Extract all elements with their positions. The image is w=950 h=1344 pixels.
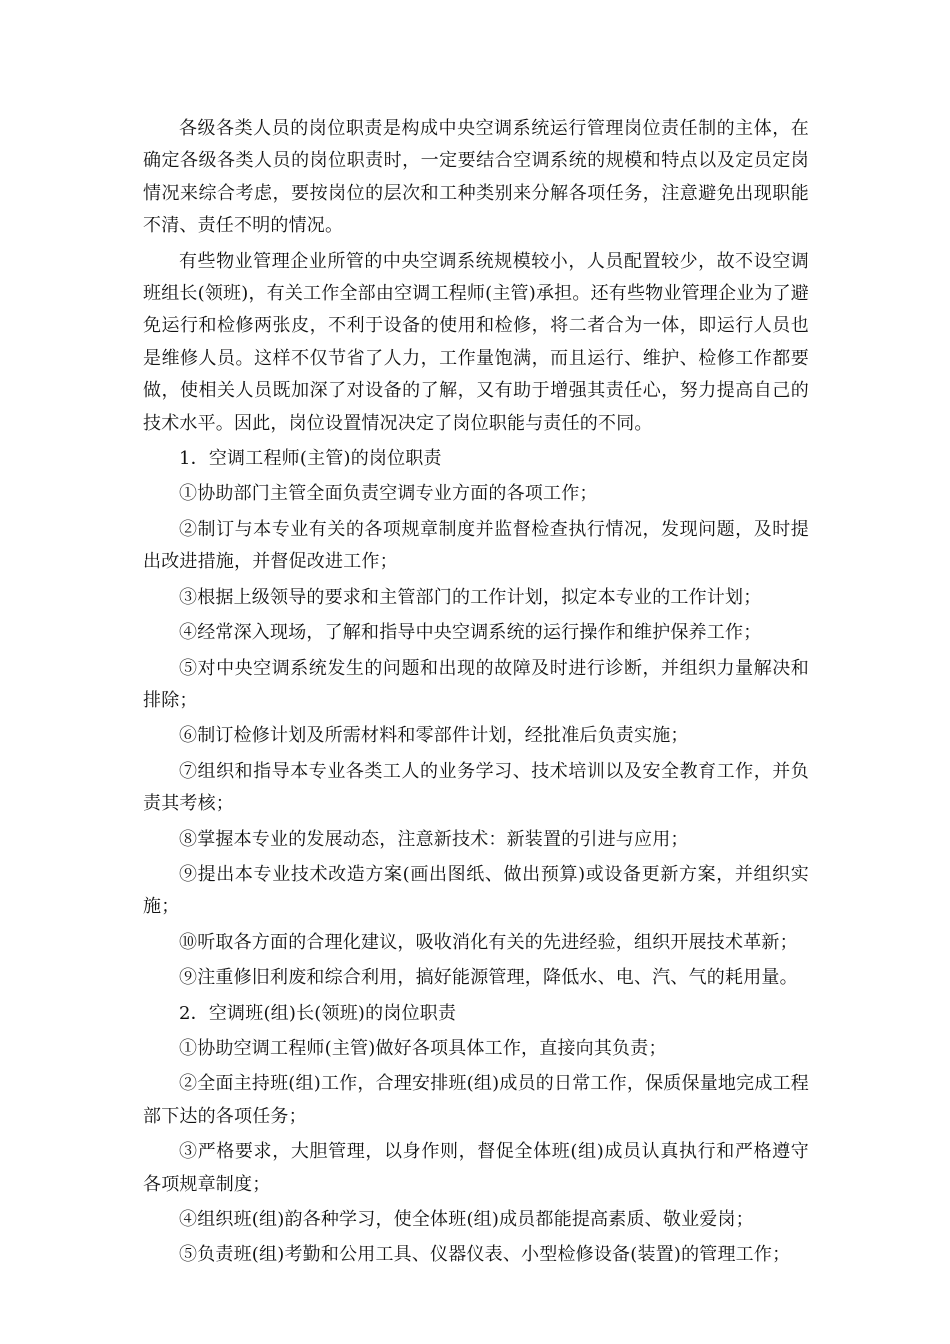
- section-heading-team-leader: 2．空调班(组)长(领班)的岗位职责: [179, 1002, 457, 1024]
- leader-duty-1: ①协助空调工程师(主管)做好各项具体工作，直接向其负责；: [179, 1037, 667, 1059]
- leader-duty-4: ④组织班(组)韵各种学习，使全体班(组)成员都能提高素质、敬业爱岗；: [179, 1209, 754, 1230]
- context-paragraph: 有些物业管理企业所管的中央空调系统规模较小，人员配置较少，故不设空调班组长(领班)，有关工作全部由空调工程师(主管)承担。还有些物业管理企业为了避免运行和检修两张皮，不利于设备的使用和检修，将二者合为一体，即运行人员也是维修人员。这样不仅节省了人力，工作量饱满，而且运行、维护、检修工作都要做，使相关人员既加深了对设备的了解，又有助于增强其责任心，努力提高自己的技术水平。因此，岗位设置情况决定了岗位职能与责任的不同。: [143, 250, 809, 434]
- section-heading-engineer: 1．空调工程师(主管)的岗位职责: [179, 448, 442, 470]
- leader-duty-3: ③严格要求，大胆管理，以身作则，督促全体班(组)成员认真执行和严格遵守各项规章制度；: [143, 1141, 809, 1195]
- leader-duty-2: ②全面主持班(组)工作，合理安排班(组)成员的日常工作，保质保量地完成工程部下达的各项任务；: [143, 1073, 809, 1127]
- engineer-duty-9: ⑨提出本专业技术改造方案(画出图纸、做出预算)或设备更新方案，并组织实施；: [143, 863, 809, 918]
- document-body: [143, 113, 809, 1275]
- engineer-duty-7: ⑦组织和指导本专业各类工人的业务学习、技术培训以及安全教育工作，并负责其考核；: [143, 760, 809, 815]
- engineer-duty-3: ③根据上级领导的要求和主管部门的工作计划，拟定本专业的工作计划；: [179, 586, 762, 608]
- leader-duty-5: ⑤负责班(组)考勤和公用工具、仪器仪表、小型检修设备(装置)的管理工作；: [179, 1244, 791, 1266]
- intro-paragraph: 各级各类人员的岗位职责是构成中央空调系统运行管理岗位责任制的主体，在确定各级各类人员的岗位职责时，一定要结合空调系统的规模和特点以及定员定岗情况来综合考虑，要按岗位的层次和工种类别来分解各项任务，注意避免出现职能不清、责任不明的情况。: [143, 118, 809, 237]
- engineer-duty-5: ⑤对中央空调系统发生的问题和出现的故障及时进行诊断，并组织力量解决和排除；: [143, 657, 809, 711]
- engineer-duty-10: ⑩听取各方面的合理化建议，吸收消化有关的先进经验，组织开展技术革新；: [179, 931, 798, 953]
- engineer-duty-11: ⑨注重修旧利废和综合利用，搞好能源管理，降低水、电、汽、气的耗用量。: [179, 967, 798, 989]
- engineer-duty-1: ①协助部门主管全面负责空调专业方面的各项工作；: [179, 483, 598, 505]
- engineer-duty-4: ④经常深入现场，了解和指导中央空调系统的运行操作和维护保养工作；: [179, 622, 762, 644]
- engineer-duty-8: ⑧掌握本专业的发展动态，注意新技术：新装置的引进与应用；: [179, 828, 689, 850]
- engineer-duty-2: ②制订与本专业有关的各项规章制度并监督检查执行情况，发现问题，及时提出改进措施，并督促改进工作；: [143, 518, 809, 573]
- engineer-duty-6: ⑥制订检修计划及所需材料和零部件计划，经批准后负责实施；: [179, 725, 689, 747]
